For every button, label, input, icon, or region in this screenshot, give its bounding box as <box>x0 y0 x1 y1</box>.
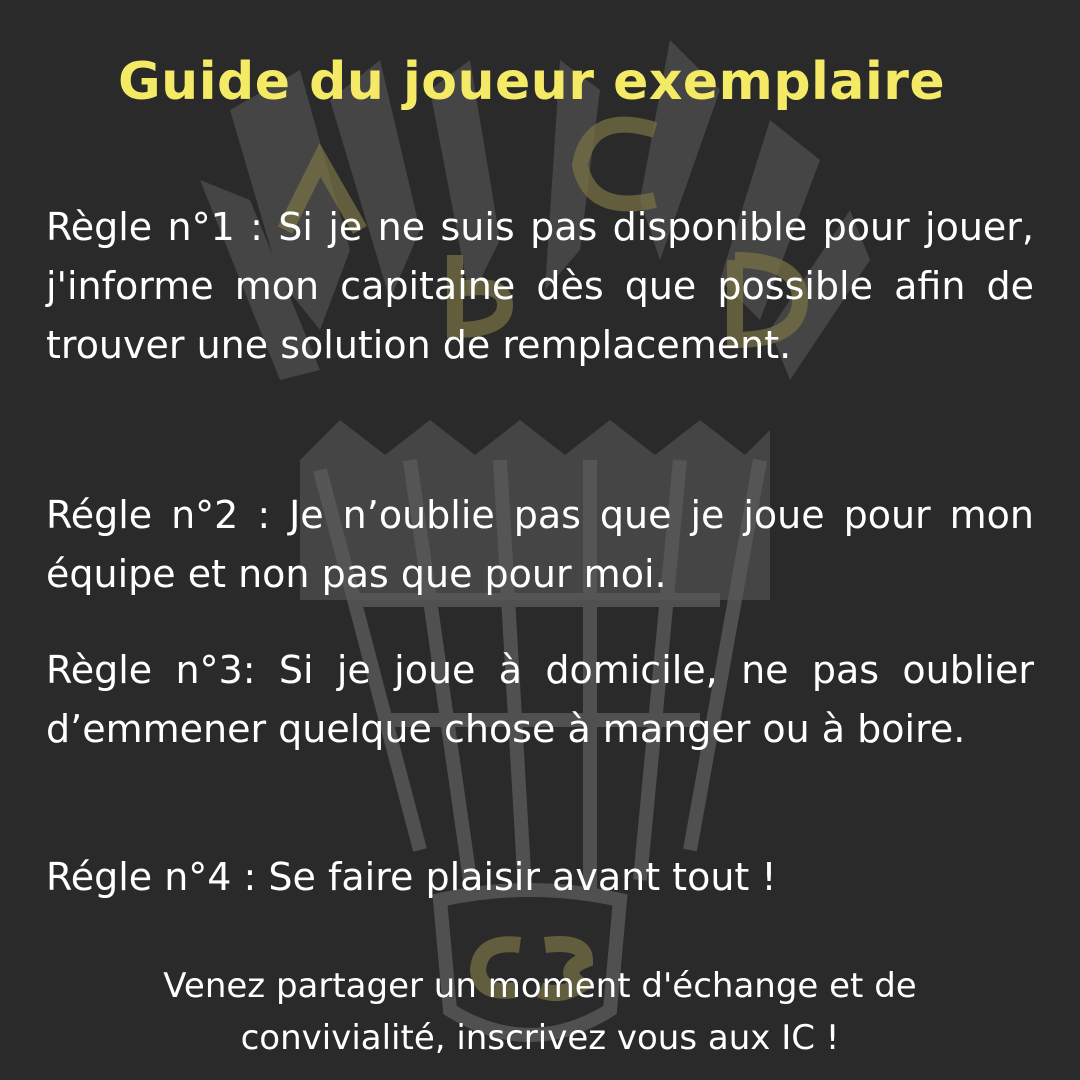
rule-3: Règle n°3: Si je joue à domicile, ne pas oublier d’emmener quelque chose à manger ou à boire. <box>46 648 1034 751</box>
rule-4: Régle n°4 : Se faire plaisir avant tout ! <box>46 855 777 899</box>
footer-call-to-action: Venez partager un moment d'échange et de convivialité, inscrivez vous aux IC ! <box>163 966 917 1058</box>
page-title: Guide du joueur exemplaire <box>118 52 946 112</box>
rule-2: Régle n°2 : Je n’oublie pas que je joue pour mon équipe et non pas que pour moi. <box>46 493 1034 596</box>
rule-1: Règle n°1 : Si je ne suis pas disponible pour jouer, j'informe mon capitaine dès que possible afin de trouver une solution de remplacement. <box>46 205 1034 367</box>
